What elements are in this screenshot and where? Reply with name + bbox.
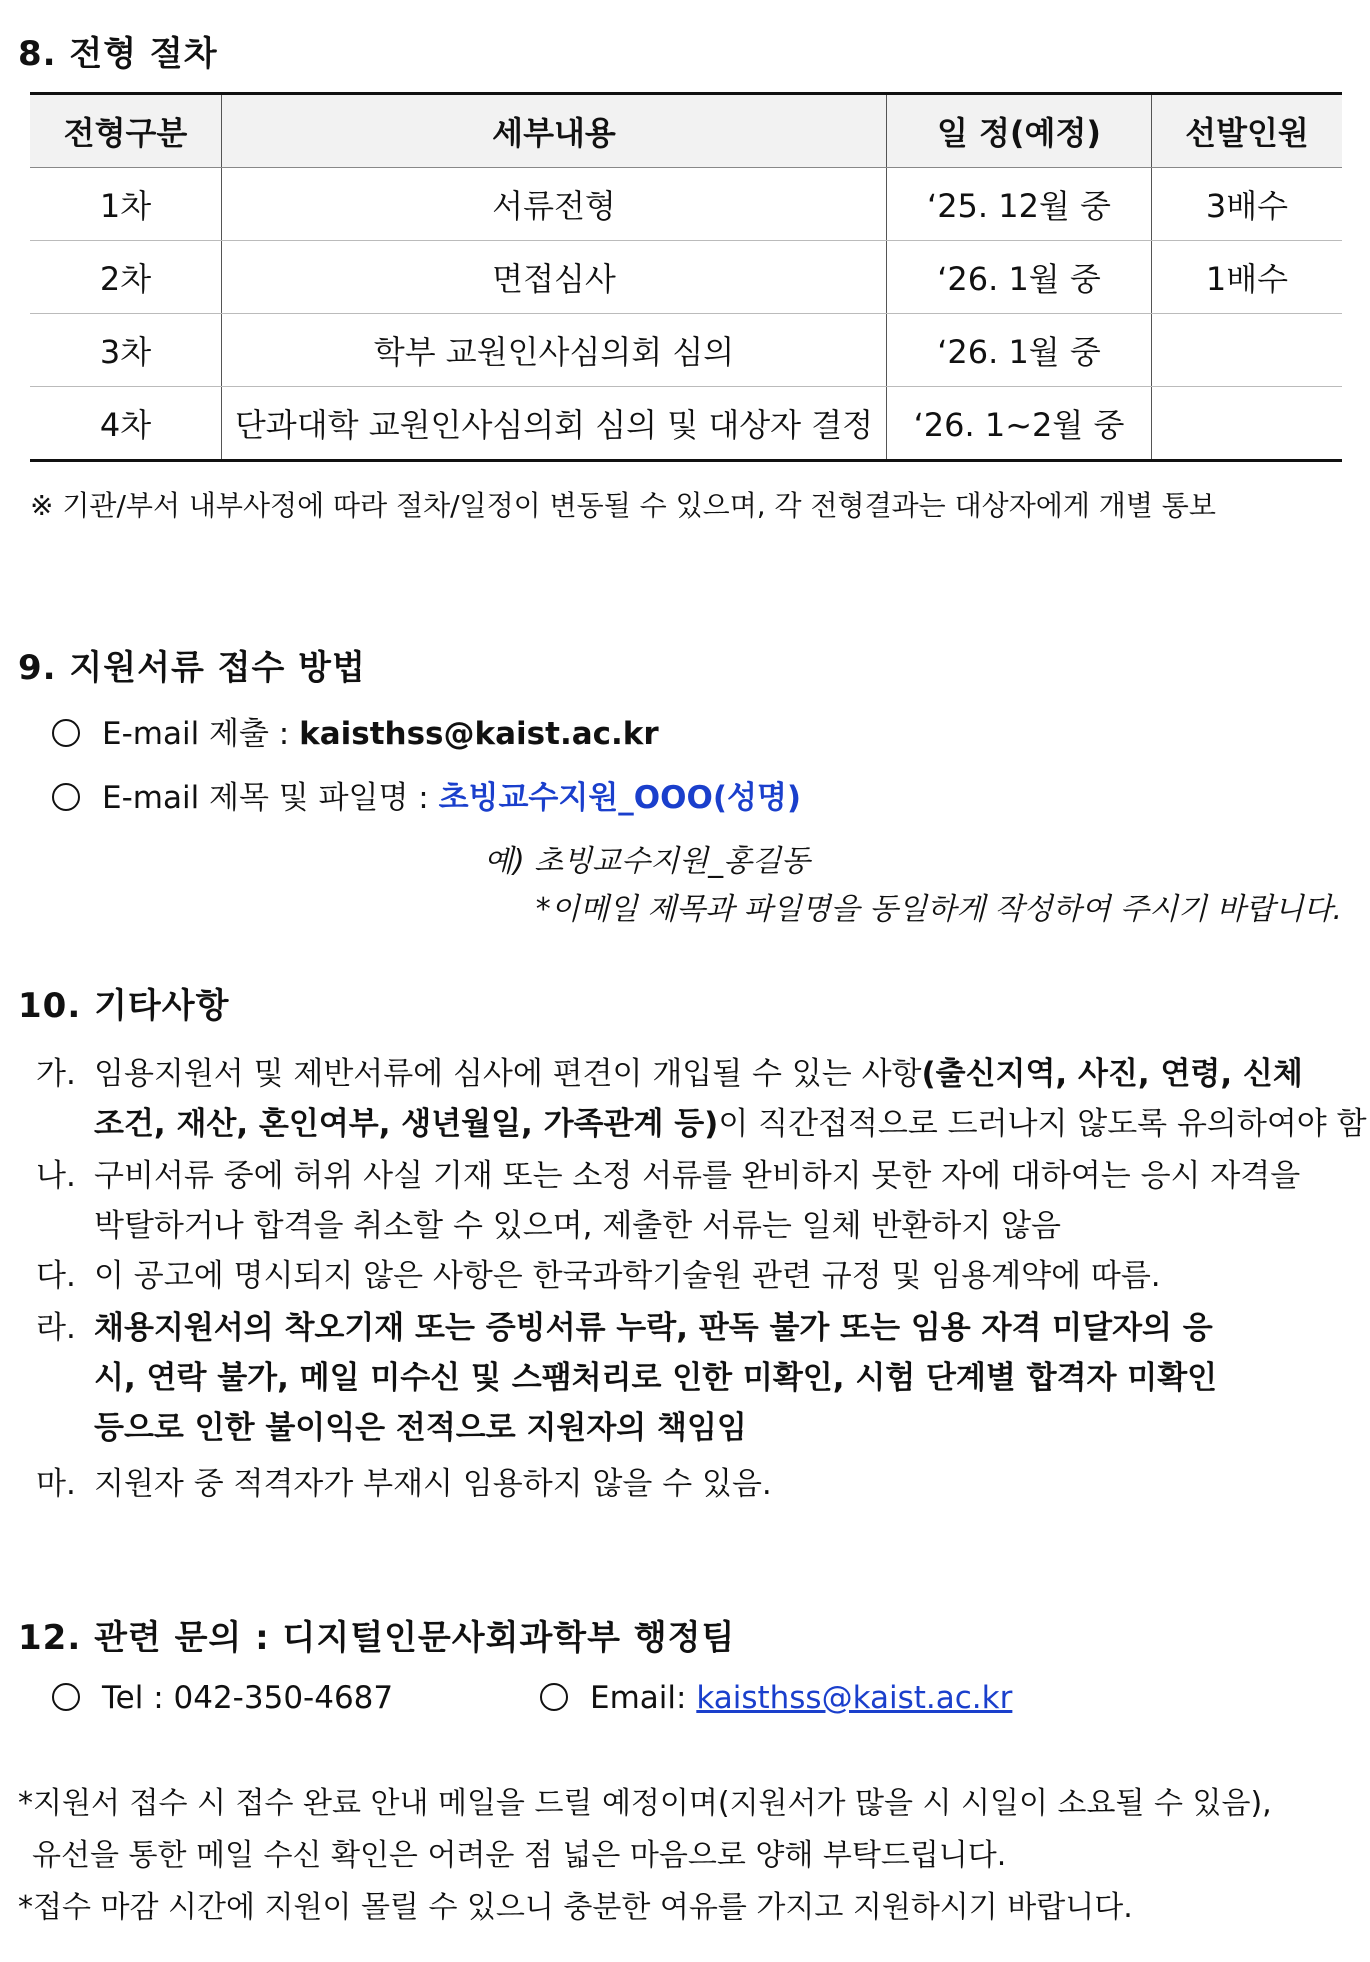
section-9-title: 9. 지원서류 접수 방법 [18, 648, 366, 688]
circle-bullet-icon [540, 1683, 568, 1711]
procedure-table [30, 92, 1342, 462]
contact-email-line [540, 1680, 1012, 1716]
cell-schedule: ‘26. 1~2월 중 [887, 387, 1152, 461]
list-item-continuation [94, 1098, 1367, 1143]
item-na-text-cont: 박탈하거나 합격을 취소할 수 있으며, 제출한 서류는 일체 반환하지 않음 [94, 1208, 1061, 1244]
footer-note-1: *지원서 접수 시 접수 완료 안내 메일을 드릴 예정이며(지원서가 많을 시 시일이 소요될 수 있음), [18, 1786, 1272, 1821]
item-na-text: 구비서류 중에 허위 사실 기재 또는 소정 서류를 완비하지 못한 자에 대하여는 응시 자격을 [94, 1158, 1301, 1194]
list-marker: 나. [36, 1158, 76, 1194]
table-header-row [30, 94, 1342, 168]
subject-instruction: *이메일 제목과 파일명을 동일하게 작성하여 주시기 바랍니다. [535, 892, 1342, 927]
list-item-continuation [94, 1352, 1217, 1397]
circle-bullet-icon [52, 783, 80, 811]
email-submit-label: E-mail 제출 : [102, 716, 290, 752]
circle-bullet-icon [52, 719, 80, 747]
list-marker: 마. [36, 1466, 76, 1502]
header-selection: 선발인원 [1152, 94, 1343, 168]
cell-stage: 4차 [30, 387, 222, 461]
procedure-note: ※ 기관/부서 내부사정에 따라 절차/일정이 변동될 수 있으며, 각 전형결과는 대상자에게 개별 통보 [30, 489, 1216, 522]
section-10-title: 10. 기타사항 [18, 986, 230, 1026]
cell-details: 면접심사 [222, 241, 887, 314]
cell-details: 학부 교원인사심의회 심의 [222, 314, 887, 387]
list-item [36, 1048, 1303, 1093]
tel-number: 042-350-4687 [173, 1680, 394, 1716]
cell-selection: 3배수 [1152, 168, 1343, 241]
item-ga-bold-cont: 조건, 재산, 혼인여부, 생년월일, 가족관계 등) [94, 1106, 719, 1142]
email-subject-format: 초빙교수지원_OOO(성명) [438, 780, 802, 816]
cell-details: 단과대학 교원인사심의회 심의 및 대상자 결정 [222, 387, 887, 461]
cell-schedule: ‘26. 1월 중 [887, 314, 1152, 387]
list-item-continuation [94, 1200, 1061, 1245]
cell-selection [1152, 314, 1343, 387]
footer-note-3: *접수 마감 시간에 지원이 몰릴 수 있으니 충분한 여유를 가지고 지원하시기 바랍니다. [18, 1890, 1133, 1925]
list-marker: 가. [36, 1056, 76, 1092]
contact-email-link[interactable]: kaisthss@kaist.ac.kr [696, 1680, 1013, 1716]
section-8-title: 8. 전형 절차 [18, 34, 218, 74]
cell-details: 서류전형 [222, 168, 887, 241]
item-da-text: 이 공고에 명시되지 않은 사항은 한국과학기술원 관련 규정 및 임용계약에 따름. [94, 1258, 1161, 1294]
table-row [30, 168, 1342, 241]
item-ra-text-cont2: 등으로 인한 불이익은 전적으로 지원자의 책임임 [94, 1410, 747, 1446]
item-ra-text: 채용지원서의 착오기재 또는 증빙서류 누락, 판독 불가 또는 임용 자격 미달자의 응 [94, 1310, 1213, 1346]
item-ma-text: 지원자 중 적격자가 부재시 임용하지 않을 수 있음. [94, 1466, 772, 1502]
cell-selection [1152, 387, 1343, 461]
contact-email-label: Email: [590, 1680, 687, 1716]
footer-note-2: 유선을 통한 메일 수신 확인은 어려운 점 넓은 마음으로 양해 부탁드립니다. [32, 1838, 1007, 1873]
section-12-title: 12. 관련 문의 : 디지털인문사회과학부 행정팀 [18, 1618, 736, 1658]
tel-line [52, 1680, 393, 1716]
list-marker: 라. [36, 1310, 76, 1346]
header-category: 전형구분 [30, 94, 222, 168]
tel-label: Tel : [102, 1680, 164, 1716]
item-ga-text: 임용지원서 및 제반서류에 심사에 편견이 개입될 수 있는 사항 [94, 1056, 922, 1092]
email-subject-line [52, 772, 801, 817]
cell-stage: 3차 [30, 314, 222, 387]
item-ga-text-cont: 이 직간접적으로 드러나지 않도록 유의하여야 함 [718, 1106, 1367, 1142]
cell-stage: 2차 [30, 241, 222, 314]
email-submit-line [52, 708, 659, 753]
email-subject-label: E-mail 제목 및 파일명 : [102, 780, 429, 816]
item-ra-text-cont: 시, 연락 불가, 메일 미수신 및 스팸처리로 인한 미확인, 시험 단계별 합격자 미확인 [94, 1360, 1218, 1396]
list-item [36, 1458, 772, 1503]
header-schedule: 일 정(예정) [887, 94, 1152, 168]
list-item-continuation [94, 1402, 747, 1447]
cell-selection: 1배수 [1152, 241, 1343, 314]
cell-schedule: ‘26. 1월 중 [887, 241, 1152, 314]
table-row [30, 241, 1342, 314]
item-ga-bold: (출신지역, 사진, 연령, 신체 [921, 1056, 1303, 1092]
subject-example: 예) 초빙교수지원_홍길동 [484, 844, 811, 879]
list-item [36, 1150, 1300, 1195]
email-submit-address: kaisthss@kaist.ac.kr [299, 716, 659, 752]
list-marker: 다. [36, 1258, 76, 1294]
header-details: 세부내용 [222, 94, 887, 168]
table-row [30, 387, 1342, 461]
circle-bullet-icon [52, 1683, 80, 1711]
list-item [36, 1250, 1161, 1295]
list-item [36, 1302, 1213, 1347]
cell-schedule: ‘25. 12월 중 [887, 168, 1152, 241]
cell-stage: 1차 [30, 168, 222, 241]
table-row [30, 314, 1342, 387]
